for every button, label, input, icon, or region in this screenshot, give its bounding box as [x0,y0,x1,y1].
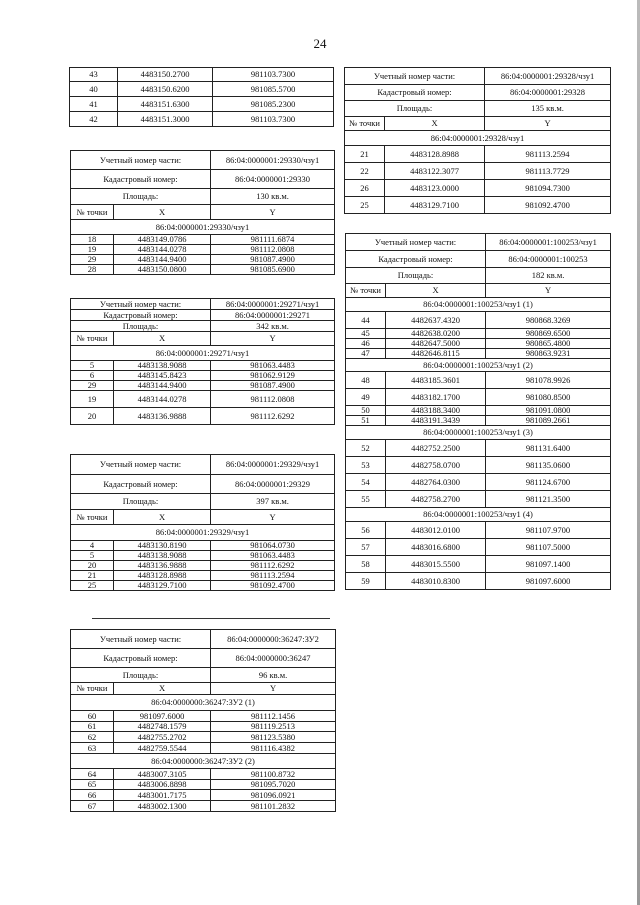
x-coordinate: 4483150.6200 [118,82,213,97]
y-coordinate: 981135.0600 [486,457,611,474]
section-title: 86:04:0000001:29329/чзу1 [71,525,335,541]
account-label: Учетный номер части: [71,151,211,170]
table-row [71,408,335,425]
account-value: 86:04:0000001:29330/чзу1 [211,151,335,170]
y-coordinate: 981131.6400 [486,440,611,457]
table-row [346,416,611,426]
x-column-header: X [114,205,211,220]
point-number: 28 [71,265,114,275]
y-coordinate: 980865.4800 [486,339,611,349]
x-column-header: X [114,510,211,525]
table-row [71,265,335,275]
x-coordinate: 4482647.5000 [386,339,486,349]
y-coordinate: 981087.4900 [211,255,335,265]
table-row [346,339,611,349]
y-coordinate: 981097.1400 [486,556,611,573]
cadastral-label: Кадастровый номер: [71,170,211,189]
point-number: 59 [346,573,386,590]
area-row [71,321,335,332]
point-number: 20 [71,561,114,571]
table-row [345,146,611,163]
point-number: 62 [71,732,114,743]
y-coordinate: 981111.6874 [211,235,335,245]
table-row [71,561,335,571]
x-coordinate: 4483144.0278 [114,245,211,255]
area-row [346,268,611,284]
column-header-row [71,332,335,346]
point-number: 29 [71,255,114,265]
x-coordinate: 4483129.7100 [385,197,485,214]
point-number: 46 [346,339,386,349]
cadastral-row [71,170,335,189]
y-coordinate: 981113.2594 [485,146,611,163]
column-header-row [71,683,336,695]
point-number: 43 [70,68,118,82]
x-coordinate: 4483151.6300 [118,97,213,112]
x-coordinate: 4483010.8300 [386,573,486,590]
point-number: 25 [345,197,385,214]
point-number: 6 [71,371,114,381]
y-coordinate: 981096.0921 [211,790,336,801]
x-coordinate: 4483007.3105 [114,769,211,780]
point-number: 67 [71,801,114,812]
x-coordinate: 981097.6000 [114,711,211,722]
cadastral-label: Кадастровый номер: [71,310,211,321]
point-number: 63 [71,743,114,754]
y-coordinate: 981087.4900 [211,381,335,391]
cadastral-value: 86:04:0000000:36247 [211,649,336,668]
table-row [71,722,336,732]
section-title-row [71,220,335,235]
area-row [71,189,335,205]
section-title-row [71,346,335,361]
y-coordinate: 981112.6292 [211,408,335,425]
table-row [70,82,334,97]
y-coordinate: 981085.6900 [211,265,335,275]
x-coordinate: 4483129.7100 [114,581,211,591]
table-row [71,371,335,381]
section-title-row [346,298,611,312]
x-coordinate: 4482646.8115 [386,349,486,359]
table-row [71,551,335,561]
cadastral-label: Кадастровый номер: [71,475,211,494]
y-coordinate: 981112.1456 [211,711,336,722]
account-row [346,234,611,251]
point-number: 42 [70,112,118,127]
column-header-row [345,117,611,131]
cadastral-value: 86:04:0000001:29329 [211,475,335,494]
table-row [346,474,611,491]
x-column-header: X [386,284,486,298]
cadastral-value: 86:04:0000001:100253 [486,251,611,268]
x-coordinate: 4483191.3439 [386,416,486,426]
x-column-header: X [385,117,485,131]
account-row [345,68,611,85]
x-coordinate: 4483001.7175 [114,790,211,801]
section-divider [92,618,330,619]
table-row [346,406,611,416]
table-row [71,381,335,391]
section-title-row [346,508,611,522]
area-row [71,494,335,510]
point-number: 5 [71,551,114,561]
cadastral-label: Кадастровый номер: [71,649,211,668]
section-title: 86:04:0000001:100253/чзу1 (1) [346,298,611,312]
table-row [346,573,611,590]
table-row [71,541,335,551]
area-row [71,668,336,683]
table-row [346,389,611,406]
cadastral-row [71,475,335,494]
account-label: Учетный номер части: [71,299,211,310]
table-row [71,361,335,371]
y-coordinate: 981103.7300 [213,112,334,127]
area-value: 342 кв.м. [211,321,335,332]
account-label: Учетный номер части: [346,234,486,251]
column-header-row [71,205,335,220]
account-label: Учетный номер части: [71,630,211,649]
x-coordinate: 4482638.0200 [386,329,486,339]
coord-table-continued [69,67,334,127]
y-column-header: Y [211,683,336,695]
y-coordinate: 981112.0808 [211,245,335,255]
y-coordinate: 981062.9129 [211,371,335,381]
account-row [71,455,335,475]
cadastral-row [71,649,336,668]
y-coordinate: 981124.6700 [486,474,611,491]
x-coordinate: 4483145.8423 [114,371,211,381]
point-number: 26 [345,180,385,197]
x-coordinate: 4482758.0700 [386,457,486,474]
y-column-header: Y [211,510,335,525]
point-number: 65 [71,780,114,790]
y-coordinate: 981078.9926 [486,372,611,389]
section-title-row [71,695,336,711]
y-coordinate: 981116.4382 [211,743,336,754]
point-number: 19 [71,245,114,255]
y-coordinate: 981107.5000 [486,539,611,556]
table-row [346,556,611,573]
area-label: Площадь: [71,668,211,683]
section-title: 86:04:0000001:29271/чзу1 [71,346,335,361]
column-header-row [346,284,611,298]
x-coordinate: 4482637.4320 [386,312,486,329]
area-row [345,101,611,117]
account-label: Учетный номер части: [71,455,211,475]
y-coordinate: 981103.7300 [213,68,334,82]
table-row [71,743,336,754]
x-coordinate: 4482764.0300 [386,474,486,491]
y-coordinate: 981063.4483 [211,361,335,371]
coord-table-36247 [70,629,336,812]
table-row [71,581,335,591]
table-row [71,790,336,801]
section-title-row [346,426,611,440]
table-row [346,522,611,539]
point-number: 21 [71,571,114,581]
point-number: 60 [71,711,114,722]
coord-table-29329 [70,454,335,591]
coord-table-29271 [70,298,335,425]
point-number: 51 [346,416,386,426]
area-label: Площадь: [71,494,211,510]
section-title-row [71,754,336,769]
y-coordinate: 981121.3500 [486,491,611,508]
y-coordinate: 980868.3269 [486,312,611,329]
coord-table-29328 [344,67,611,214]
area-value: 130 кв.м. [211,189,335,205]
table-row [345,163,611,180]
table-row [346,539,611,556]
cadastral-value: 86:04:0000001:29271 [211,310,335,321]
point-number: 49 [346,389,386,406]
x-coordinate: 4483150.2700 [118,68,213,82]
page-number: 24 [313,36,327,51]
y-coordinate: 981100.8732 [211,769,336,780]
x-coordinate: 4482755.2702 [114,732,211,743]
y-coordinate: 981107.9700 [486,522,611,539]
account-row [71,630,336,649]
section-title: 86:04:0000001:100253/чзу1 (4) [346,508,611,522]
section-title: 86:04:0000001:100253/чзу1 (2) [346,359,611,372]
point-number: 19 [71,391,114,408]
x-coordinate: 4483151.3000 [118,112,213,127]
y-coordinate: 981112.0808 [211,391,335,408]
point-number: 29 [71,381,114,391]
account-value: 86:04:0000000:36247:ЗУ2 [211,630,336,649]
cadastral-value: 86:04:0000001:29330 [211,170,335,189]
table-row [71,711,336,722]
table-row [70,68,334,82]
table-row [70,97,334,112]
table-row [71,801,336,812]
x-coordinate: 4483122.3077 [385,163,485,180]
x-coordinate: 4483138.9088 [114,551,211,561]
point-number: 44 [346,312,386,329]
point-number-header: № точки [71,332,114,346]
y-coordinate: 981097.6000 [486,573,611,590]
table-row [346,440,611,457]
y-coordinate: 981113.7729 [485,163,611,180]
x-coordinate: 4483182.1700 [386,389,486,406]
x-coordinate: 4483130.8190 [114,541,211,551]
x-coordinate: 4483136.9888 [114,408,211,425]
x-column-header: X [114,332,211,346]
area-value: 397 кв.м. [211,494,335,510]
x-coordinate: 4483016.6800 [386,539,486,556]
y-coordinate: 981094.7300 [485,180,611,197]
y-coordinate: 981095.7020 [211,780,336,790]
point-number-header: № точки [71,683,114,695]
column-header-row [71,510,335,525]
section-title: 86:04:0000001:100253/чзу1 (3) [346,426,611,440]
point-number: 22 [345,163,385,180]
account-label: Учетный номер части: [345,68,485,85]
area-value: 182 кв.м. [486,268,611,284]
y-coordinate: 981085.2300 [213,97,334,112]
cadastral-row [346,251,611,268]
y-coordinate: 981092.4700 [211,581,335,591]
y-coordinate: 980863.9231 [486,349,611,359]
section-title: 86:04:0000001:29330/чзу1 [71,220,335,235]
point-number: 18 [71,235,114,245]
section-title: 86:04:0000001:29328/чзу1 [345,131,611,146]
x-coordinate: 4482759.5544 [114,743,211,754]
x-coordinate: 4483144.0278 [114,391,211,408]
point-number-header: № точки [71,205,114,220]
point-number: 5 [71,361,114,371]
table-row [345,197,611,214]
area-label: Площадь: [345,101,485,117]
point-number: 47 [346,349,386,359]
table-row [345,180,611,197]
x-coordinate: 4483128.8988 [114,571,211,581]
section-title: 86:04:0000000:36247:ЗУ2 (1) [71,695,336,711]
section-title-row [346,359,611,372]
table-row [70,112,334,127]
point-number-header: № точки [345,117,385,131]
account-value: 86:04:0000001:29329/чзу1 [211,455,335,475]
point-number: 57 [346,539,386,556]
table-row [346,312,611,329]
account-row [71,299,335,310]
y-coordinate: 981080.8500 [486,389,611,406]
y-coordinate: 981113.2594 [211,571,335,581]
table-row [71,780,336,790]
y-coordinate: 981089.2661 [486,416,611,426]
coord-table-29330 [70,150,335,275]
point-number: 20 [71,408,114,425]
y-coordinate: 981064.0730 [211,541,335,551]
point-number-header: № точки [71,510,114,525]
x-coordinate: 4483144.9400 [114,381,211,391]
point-number: 25 [71,581,114,591]
point-number: 21 [345,146,385,163]
point-number: 50 [346,406,386,416]
table-row [71,769,336,780]
x-coordinate: 4482758.2700 [386,491,486,508]
y-coordinate: 981112.6292 [211,561,335,571]
area-label: Площадь: [346,268,486,284]
x-coordinate: 4483012.0100 [386,522,486,539]
y-coordinate: 981085.5700 [213,82,334,97]
y-coordinate: 980869.6500 [486,329,611,339]
y-coordinate: 981091.0800 [486,406,611,416]
section-title: 86:04:0000000:36247:ЗУ2 (2) [71,754,336,769]
point-number: 53 [346,457,386,474]
table-row [346,349,611,359]
x-coordinate: 4483128.8988 [385,146,485,163]
table-row [71,571,335,581]
x-coordinate: 4483150.0800 [114,265,211,275]
point-number: 54 [346,474,386,491]
x-coordinate: 4483138.9088 [114,361,211,371]
cadastral-value: 86:04:0000001:29328 [485,85,611,101]
cadastral-label: Кадастровый номер: [345,85,485,101]
point-number: 58 [346,556,386,573]
point-number: 40 [70,82,118,97]
area-label: Площадь: [71,321,211,332]
account-value: 86:04:0000001:29328/чзу1 [485,68,611,85]
table-row [346,329,611,339]
cadastral-row [71,310,335,321]
x-coordinate: 4483006.8898 [114,780,211,790]
y-column-header: Y [485,117,611,131]
point-number: 52 [346,440,386,457]
account-row [71,151,335,170]
table-row [71,732,336,743]
x-coordinate: 4483185.3601 [386,372,486,389]
x-coordinate: 4483149.0786 [114,235,211,245]
y-coordinate: 981063.4483 [211,551,335,561]
y-coordinate: 981101.2832 [211,801,336,812]
table-row [71,391,335,408]
area-label: Площадь: [71,189,211,205]
point-number: 4 [71,541,114,551]
x-column-header: X [114,683,211,695]
x-coordinate: 4483144.9400 [114,255,211,265]
table-row [71,255,335,265]
x-coordinate: 4483188.3400 [386,406,486,416]
x-coordinate: 4483002.1300 [114,801,211,812]
y-coordinate: 981092.4700 [485,197,611,214]
x-coordinate: 4482748.1579 [114,722,211,732]
point-number-header: № точки [346,284,386,298]
point-number: 45 [346,329,386,339]
account-value: 86:04:0000001:100253/чзу1 [486,234,611,251]
y-column-header: Y [211,205,335,220]
area-value: 135 кв.м. [485,101,611,117]
x-coordinate: 4483015.5500 [386,556,486,573]
coord-table-100253 [345,233,611,590]
account-value: 86:04:0000001:29271/чзу1 [211,299,335,310]
table-row [346,372,611,389]
area-value: 96 кв.м. [211,668,336,683]
point-number: 61 [71,722,114,732]
y-coordinate: 981119.2513 [211,722,336,732]
point-number: 41 [70,97,118,112]
point-number: 64 [71,769,114,780]
table-row [71,235,335,245]
y-column-header: Y [486,284,611,298]
x-coordinate: 4482752.2500 [386,440,486,457]
x-coordinate: 4483123.0000 [385,180,485,197]
section-title-row [71,525,335,541]
section-title-row [345,131,611,146]
x-coordinate: 4483136.9888 [114,561,211,571]
point-number: 55 [346,491,386,508]
point-number: 48 [346,372,386,389]
point-number: 66 [71,790,114,801]
table-row [346,491,611,508]
y-coordinate: 981123.5380 [211,732,336,743]
cadastral-label: Кадастровый номер: [346,251,486,268]
cadastral-row [345,85,611,101]
y-column-header: Y [211,332,335,346]
table-row [346,457,611,474]
point-number: 56 [346,522,386,539]
table-row [71,245,335,255]
